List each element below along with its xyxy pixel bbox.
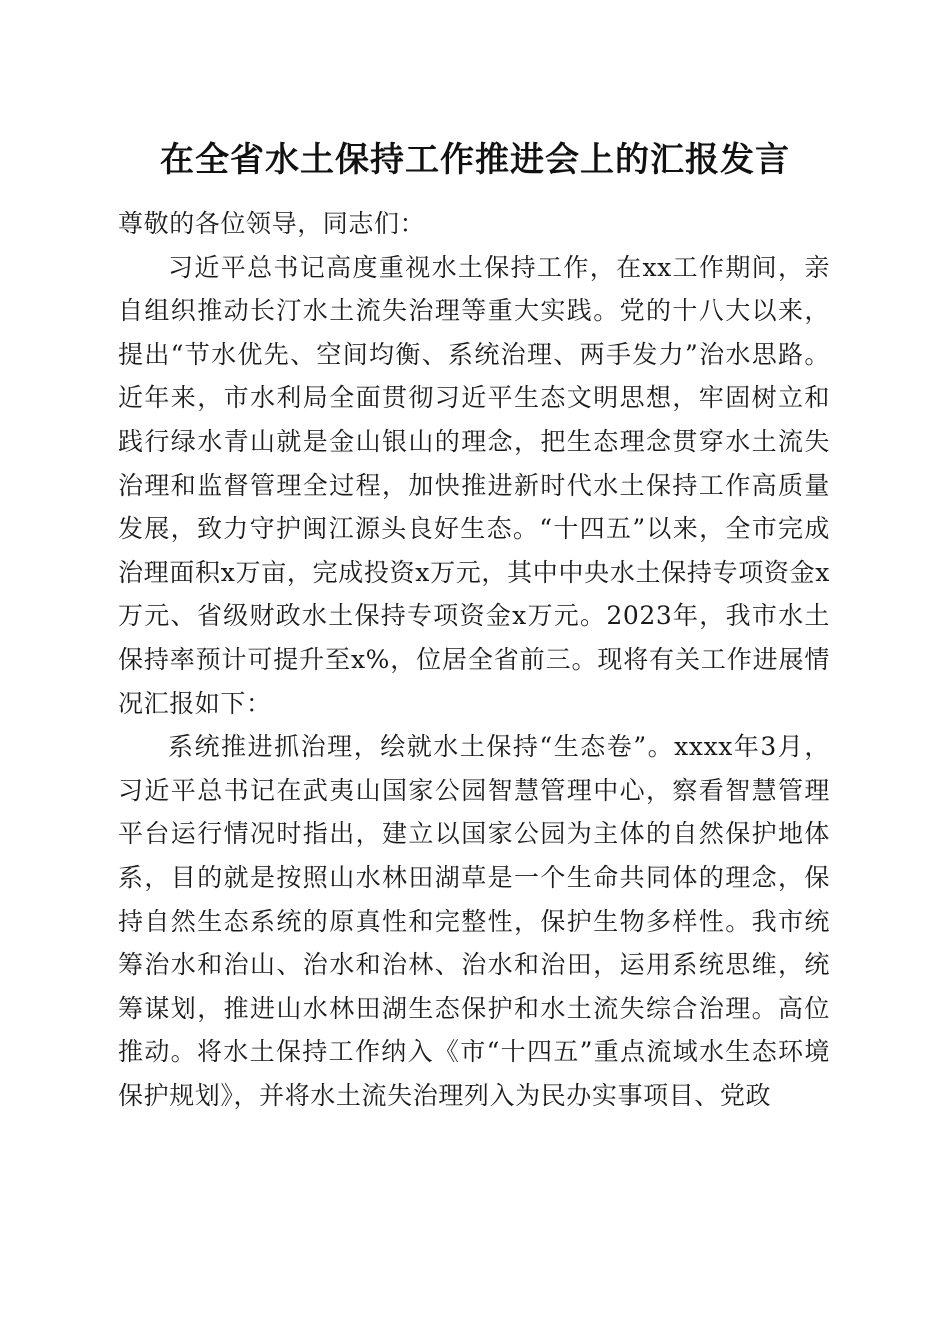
paragraph-intro: 习近平总书记高度重视水土保持工作，在xx工作期间，亲自组织推动长汀水土流失治理等重大实践。党的十八大以来，提出“节水优先、空间均衡、系统治理、两手发力”治水思路。近年来，市水利局全面贯彻习近平生态文明思想，牢固树立和践行绿水青山就是金山银山的理念，把生态理念贯穿水土流失治理和监督管理全过程，加快推进新时代水土保持工作高质量发展，致力守护闽江源头良好生态。“十四五”以来，全市完成治理面积x万亩，完成投资x万元，其中中央水土保持专项资金x万元、省级财政水土保持专项资金x万元。2023年，我市水土保持率预计可提升至x%，位居全省前三。现将有关工作进展情况汇报如下： — [118, 252, 830, 718]
document-body — [118, 202, 830, 1117]
salutation: 尊敬的各位领导，同志们： — [118, 209, 426, 238]
document-title: 在全省水土保持工作推进会上的汇报发言 — [160, 140, 790, 180]
paragraph-system-governance: 系统推进抓治理，绘就水土保持“生态卷”。xxxx年3月，习近平总书记在武夷山国家公园智慧管理中心，察看智慧管理平台运行情况时指出，建立以国家公园为主体的自然保护地体系，目的就是按照山水林田湖草是一个生命共同体的理念，保持自然生态系统的原真性和完整性，保护生物多样性。我市统筹治水和治山、治水和治林、治水和治田，运用系统思维，统筹谋划，推进山水林田湖生态保护和水土流失综合治理。高位推动。将水土保持工作纳入《市“十四五”重点流域水生态环境保护规划》，并将水土流失治理列入为民办实事项目、党政 — [118, 732, 830, 1110]
